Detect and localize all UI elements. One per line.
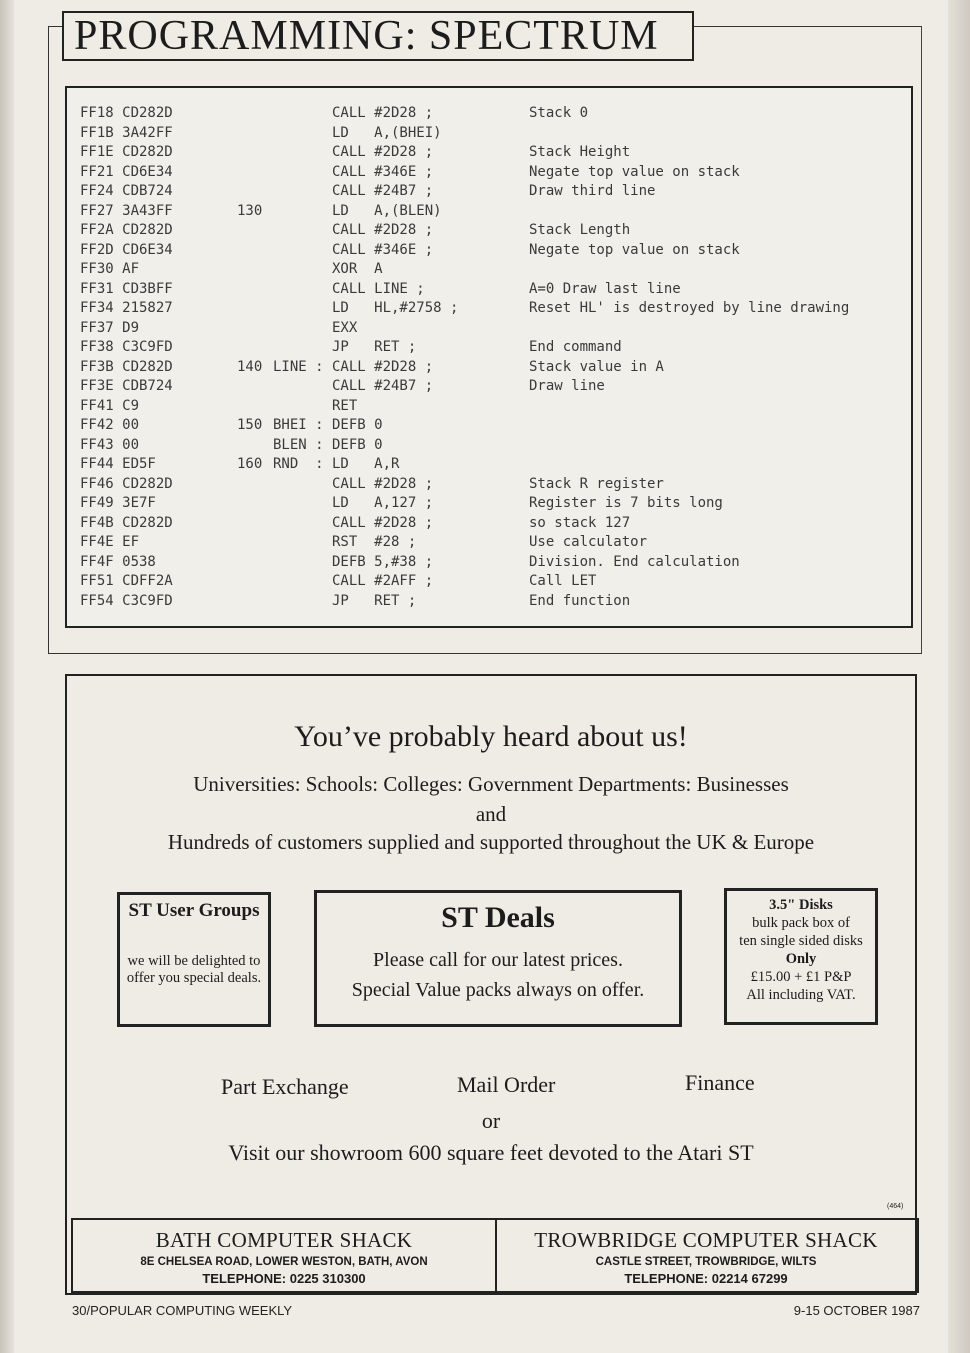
code-comment: Stack R register — [529, 475, 664, 492]
code-line — [67, 104, 911, 124]
code-line — [67, 358, 911, 378]
code-label: BLEN : — [273, 436, 324, 453]
title-box — [62, 11, 694, 61]
code-comment: Register is 7 bits long — [529, 495, 723, 511]
code-line — [67, 280, 911, 300]
code-comment: Negate top value on stack — [529, 163, 740, 180]
code-instruction: CALL #2D28 ; — [332, 514, 434, 531]
st-deals-title: ST Deals — [441, 901, 555, 934]
footer-date: 9-15 OCTOBER 1987 — [793, 1303, 920, 1318]
code-comment: End function — [529, 592, 631, 609]
code-instruction: LD A,R — [332, 456, 400, 472]
code-instruction: CALL #2D28 ; — [332, 358, 434, 375]
code-instruction: CALL #24B7 ; — [332, 378, 434, 394]
code-line — [67, 494, 911, 514]
code-address: FF21 CD6E34 — [80, 163, 173, 180]
user-groups-box — [117, 892, 271, 1027]
user-groups-text: we will be delighted to offer you special deals. — [126, 953, 262, 986]
shop-telephone: TELEPHONE: 02214 67299 — [624, 1271, 788, 1286]
code-instruction: CALL #24B7 ; — [332, 183, 434, 199]
code-instruction: CALL #346E ; — [332, 241, 434, 258]
code-label: BHEI : — [273, 417, 324, 433]
disks-line3: ten single sided disks — [739, 933, 863, 949]
code-line — [67, 163, 911, 183]
code-line — [67, 416, 911, 436]
page-title: PROGRAMMING: SPECTRUM — [74, 13, 659, 59]
code-address: FF34 215827 — [80, 300, 173, 316]
disks-only: Only — [785, 951, 817, 967]
code-instruction: CALL #2D28 ; — [332, 475, 434, 492]
code-comment: Division. End calculation — [529, 553, 740, 570]
code-instruction: CALL #2D28 ; — [332, 105, 434, 121]
code-address: FF42 00 — [80, 417, 140, 433]
code-label: RND : — [273, 456, 324, 472]
code-comment: Stack Length — [529, 222, 631, 238]
code-comment: Stack value in A — [529, 358, 664, 375]
code-comment: Reset HL' is destroyed by line drawing — [529, 300, 850, 316]
code-address: FF1E CD282D — [80, 144, 173, 160]
code-address: FF54 C3C9FD — [80, 592, 173, 609]
code-address: FF3E CDB724 — [80, 378, 173, 394]
code-address: FF51 CDFF2A — [80, 573, 173, 589]
code-instruction: EXX — [332, 319, 358, 336]
advertisement — [65, 674, 917, 1295]
disks-line2: bulk pack box of — [752, 915, 850, 931]
code-instruction: LD A,(BHEI) — [332, 124, 442, 141]
shop-bath — [71, 1218, 497, 1293]
ad-or: or — [481, 1108, 501, 1133]
code-label: LINE : — [273, 358, 324, 375]
code-address: FF44 ED5F — [80, 456, 156, 472]
code-address: FF30 AF — [80, 261, 140, 277]
page-edge-left — [0, 0, 14, 1353]
ad-and: and — [475, 802, 507, 826]
code-instruction: DEFB 0 — [332, 417, 383, 433]
code-line — [67, 299, 911, 319]
code-instruction: LD A,127 ; — [332, 495, 434, 511]
ad-showroom: Visit our showroom 600 square feet devoted to the Atari ST — [228, 1140, 754, 1165]
shop-name: BATH COMPUTER SHACK — [155, 1228, 413, 1252]
code-line-number: 130 — [237, 202, 263, 219]
ad-headline: You’ve probably heard about us! — [294, 720, 688, 753]
code-address: FF2A CD282D — [80, 222, 173, 238]
code-address: FF4F 0538 — [80, 553, 156, 570]
code-address: FF3B CD282D — [80, 358, 173, 375]
code-comment: Draw third line — [529, 183, 656, 199]
code-line — [67, 319, 911, 339]
disks-title: 3.5" Disks — [769, 897, 833, 913]
code-comment: Stack Height — [529, 144, 631, 160]
code-address: FF24 CDB724 — [80, 183, 173, 199]
code-instruction: RET — [332, 397, 358, 414]
ad-supported: Hundreds of customers supplied and supported throughout the UK & Europe — [167, 830, 815, 854]
code-address: FF43 00 — [80, 436, 140, 453]
code-instruction: CALL #2AFF ; — [332, 573, 434, 589]
option-finance: Finance — [685, 1070, 755, 1095]
code-line — [67, 260, 911, 280]
shop-address: 8E CHELSEA ROAD, LOWER WESTON, BATH, AVON — [140, 1256, 428, 1268]
code-address: FF4B CD282D — [80, 514, 173, 531]
disks-price: £15.00 + £1 P&P — [750, 969, 852, 985]
code-listing — [65, 86, 913, 628]
option-mail-order: Mail Order — [457, 1072, 556, 1097]
code-line — [67, 241, 911, 261]
code-instruction: RST #28 ; — [332, 534, 417, 550]
code-address: FF31 CD3BFF — [80, 280, 173, 297]
footer-publication: 30/POPULAR COMPUTING WEEKLY — [72, 1303, 293, 1318]
code-address: FF46 CD282D — [80, 475, 173, 492]
page-edge-right — [948, 0, 970, 1353]
code-line — [67, 221, 911, 241]
code-line-number: 150 — [237, 417, 263, 433]
code-line — [67, 202, 911, 222]
disks-box — [724, 888, 878, 1025]
code-line — [67, 397, 911, 417]
code-line — [67, 338, 911, 358]
code-address: FF1B 3A42FF — [80, 124, 173, 141]
code-line-number: 160 — [237, 456, 263, 472]
code-instruction: LD A,(BLEN) — [332, 202, 442, 219]
code-address: FF2D CD6E34 — [80, 241, 173, 258]
code-instruction: CALL #2D28 ; — [332, 144, 434, 160]
code-line — [67, 475, 911, 495]
code-comment: A=0 Draw last line — [529, 280, 681, 297]
code-instruction: DEFB 5,#38 ; — [332, 553, 434, 570]
code-line — [67, 182, 911, 202]
code-instruction: CALL #346E ; — [332, 163, 434, 180]
st-deals-box — [314, 890, 682, 1027]
code-instruction: JP RET ; — [332, 592, 417, 609]
code-comment: Negate top value on stack — [529, 241, 740, 258]
code-comment: Use calculator — [529, 534, 648, 550]
code-address: FF38 C3C9FD — [80, 339, 173, 355]
code-instruction: XOR A — [332, 261, 383, 277]
code-comment: Stack 0 — [529, 105, 589, 121]
code-comment: so stack 127 — [529, 514, 631, 531]
code-line-number: 140 — [237, 358, 263, 375]
code-address: FF4E EF — [80, 534, 140, 550]
code-address: FF18 CD282D — [80, 105, 173, 121]
code-line — [67, 553, 911, 573]
user-groups-title: ST User Groups — [128, 900, 260, 921]
code-instruction: DEFB 0 — [332, 436, 383, 453]
code-comment: Draw line — [529, 378, 605, 394]
code-instruction: JP RET ; — [332, 339, 417, 355]
disks-vat: All including VAT. — [746, 987, 856, 1003]
shop-addresses — [71, 1218, 919, 1289]
code-address: FF27 3A43FF — [80, 202, 173, 219]
code-line — [67, 143, 911, 163]
code-instruction: CALL LINE ; — [332, 280, 425, 297]
option-part-exchange: Part Exchange — [221, 1074, 349, 1099]
code-comment: Call LET — [529, 573, 597, 589]
code-line — [67, 124, 911, 144]
ad-reference: (464) — [887, 1203, 904, 1210]
code-address: FF37 D9 — [80, 319, 140, 336]
ad-customers: Universities: Schools: Colleges: Government Departments: Businesses — [193, 772, 789, 796]
code-comment: End command — [529, 339, 622, 355]
shop-name: TROWBRIDGE COMPUTER SHACK — [534, 1228, 878, 1252]
code-address: FF49 3E7F — [80, 495, 156, 511]
shop-address: CASTLE STREET, TROWBRIDGE, WILTS — [595, 1256, 817, 1268]
shop-trowbridge — [495, 1218, 919, 1293]
code-instruction: CALL #2D28 ; — [332, 222, 434, 238]
st-deals-line1: Please call for our latest prices. — [373, 949, 623, 971]
code-line — [67, 436, 911, 456]
code-line — [67, 572, 911, 592]
code-line — [67, 533, 911, 553]
code-instruction: LD HL,#2758 ; — [332, 300, 459, 316]
st-deals-line2: Special Value packs always on offer. — [351, 979, 645, 1001]
shop-telephone: TELEPHONE: 0225 310300 — [202, 1271, 366, 1286]
code-line — [67, 592, 911, 612]
code-line — [67, 377, 911, 397]
code-line — [67, 514, 911, 534]
code-address: FF41 C9 — [80, 397, 140, 414]
code-line — [67, 455, 911, 475]
